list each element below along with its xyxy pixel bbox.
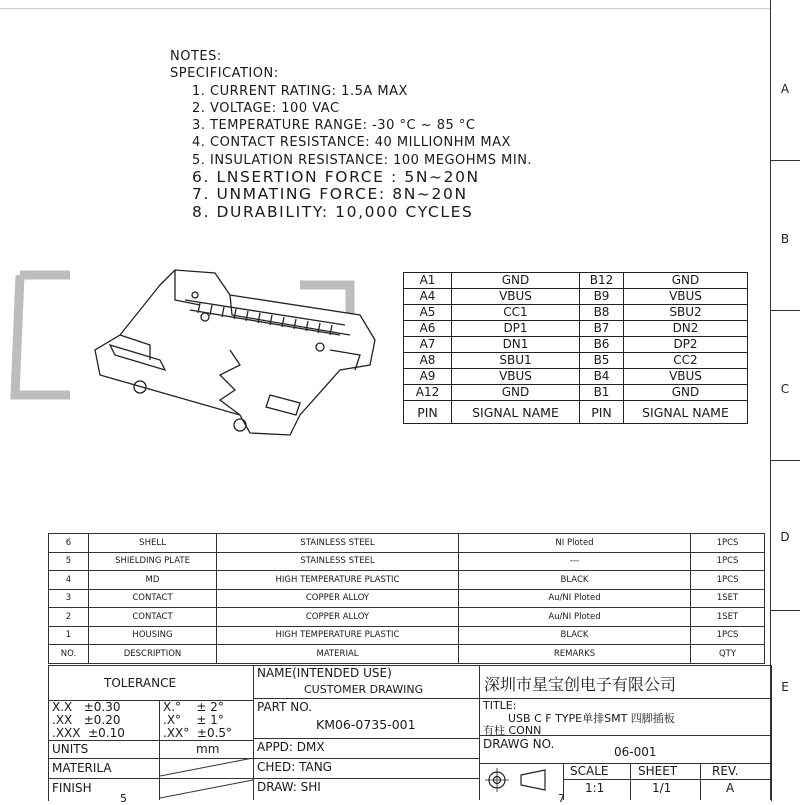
bom-description-cell: MD [89,571,217,590]
bill-of-materials-table [48,533,765,664]
tolerance-row: .XXX ±0.10 [52,726,125,740]
signal-cell: DP2 [624,337,748,353]
zone-letter-b: B [780,232,790,246]
projection-symbol-icon [483,767,557,795]
divider [253,698,479,699]
signal-cell: VBUS [624,289,748,305]
pin-assignment-table [403,272,748,424]
part-no-label: PART NO. [257,700,313,714]
table-row [404,337,748,353]
sheet-label: SHEET [638,764,678,778]
pin-cell: B7 [580,321,624,337]
note-item: 2. VOLTAGE: 100 VAC [192,100,340,116]
table-header-row [49,645,765,664]
drawn-by: DRAW: SHI [257,780,321,794]
tolerance-row: .XX ±0.20 [52,713,121,727]
bom-description-cell: CONTACT [89,589,217,608]
bom-remarks-cell: BLACK [459,571,691,590]
scale-value: 1:1 [585,781,605,795]
bom-remarks-cell: Au/NI Ploted [459,589,691,608]
divider [563,779,770,780]
name-value: CUSTOMER DRAWING [304,683,424,696]
top-border [0,8,770,9]
divider [253,758,479,759]
table-row [404,305,748,321]
note-item: 1. CURRENT RATING: 1.5A MAX [192,83,408,99]
zone-letter-d: D [780,530,790,544]
signal-cell: CC2 [624,353,748,369]
pin-cell: B6 [580,337,624,353]
signal-cell: SBU2 [624,305,748,321]
tolerance-row: X.X ±0.30 [52,700,121,714]
header-cell: SIGNAL NAME [624,401,748,424]
bom-no-cell: 6 [49,534,89,553]
drawing-number-label: DRAWG NO. [483,737,555,751]
note-item: 4. CONTACT RESISTANCE: 40 MILLIONHM MAX [192,135,511,151]
bom-qty-cell: 1SET [691,608,765,627]
pin-cell: B4 [580,369,624,385]
divider [479,698,770,699]
table-row [404,369,748,385]
revision-value: A [726,781,735,795]
note-item: 5. INSULATION RESISTANCE: 100 MEGOHMS MIN. [192,152,533,168]
table-row [404,353,748,369]
zone-divider [770,460,800,461]
signal-cell: GND [624,385,748,401]
revision-label: REV. [712,764,739,778]
units-value: mm [196,742,220,756]
signal-cell: DN2 [624,321,748,337]
bom-material-cell: HIGH TEMPERATURE PLASTIC [217,626,459,645]
bottom-zone-number: 7 [558,792,565,805]
table-row [49,589,765,608]
notes-block [170,48,532,221]
table-row [404,321,748,337]
pin-cell: A7 [404,337,452,353]
note-item: 6. LNSERTION FORCE : 5N~20N [192,168,480,187]
empty-cell-diagonals [160,758,253,800]
bom-material-cell: HIGH TEMPERATURE PLASTIC [217,571,459,590]
note-item: 7. UNMATING FORCE: 8N~20N [192,185,468,204]
bom-remarks-cell: --- [459,552,691,571]
zone-divider [770,160,800,161]
divider [253,738,479,739]
bom-qty-cell: 1PCS [691,626,765,645]
divider [253,665,254,800]
bom-material-cell: COPPER ALLOY [217,589,459,608]
company-name: 深圳市星宝创电子有限公司 [484,675,677,694]
material-label: MATERILA [52,761,112,775]
table-row [49,626,765,645]
divider [48,740,253,741]
pin-cell: A9 [404,369,452,385]
bom-qty-cell: 1PCS [691,571,765,590]
signal-cell: SBU1 [452,353,580,369]
note-item: 3. TEMPERATURE RANGE: -30 °C ~ 85 °C [192,118,476,134]
signal-cell: GND [624,273,748,289]
note-item: 8. DURABILITY: 10,000 CYCLES [192,202,474,221]
header-cell: PIN [580,401,624,424]
drawing-number-value: 06-001 [614,745,657,759]
pin-cell: A5 [404,305,452,321]
angle-tolerance-row: .XX° ±0.5° [163,726,233,740]
title-line-2: 有柱 CONN [483,724,542,737]
zone-letter-c: C [780,382,790,396]
signal-cell: VBUS [452,369,580,385]
divider [700,763,701,800]
header-cell: MATERIAL [217,645,459,664]
angle-tolerance-row: .X° ± 1° [163,713,224,727]
bom-description-cell: HOUSING [89,626,217,645]
signal-cell: VBUS [452,289,580,305]
title-label: TITLE: [483,699,517,712]
bom-no-cell: 3 [49,589,89,608]
header-cell: REMARKS [459,645,691,664]
signal-cell: CC1 [452,305,580,321]
connector-isometric-drawing [0,255,400,455]
pin-cell: A8 [404,353,452,369]
pin-cell: A1 [404,273,452,289]
scale-label: SCALE [570,764,609,778]
header-cell: SIGNAL NAME [452,401,580,424]
bom-no-cell: 5 [49,552,89,571]
bom-material-cell: STAINLESS STEEL [217,552,459,571]
name-label: NAME(INTENDED USE) [257,666,392,680]
divider [630,763,631,800]
header-cell: NO. [49,645,89,664]
table-row [49,552,765,571]
signal-cell: DN1 [452,337,580,353]
zone-letter-a: A [780,82,790,96]
bom-remarks-cell: BLACK [459,626,691,645]
pin-cell: B1 [580,385,624,401]
pin-cell: B8 [580,305,624,321]
table-row [49,608,765,627]
table-row [404,273,748,289]
bom-material-cell: COPPER ALLOY [217,608,459,627]
bom-remarks-cell: Au/NI Ploted [459,608,691,627]
tolerance-label: TOLERANCE [104,676,177,690]
bom-material-cell: STAINLESS STEEL [217,534,459,553]
zone-divider [770,610,800,611]
bom-no-cell: 2 [49,608,89,627]
header-cell: QTY [691,645,765,664]
pin-cell: A6 [404,321,452,337]
bom-description-cell: SHIELDING PLATE [89,552,217,571]
header-cell: DESCRIPTION [89,645,217,664]
sheet-value: 1/1 [652,781,672,795]
bom-no-cell: 4 [49,571,89,590]
table-header-row [404,401,748,424]
bom-remarks-cell: NI Ploted [459,534,691,553]
table-row [404,385,748,401]
signal-cell: GND [452,273,580,289]
title-line-1: USB C F TYPE单排SMT 四脚插板 [508,712,675,725]
pin-cell: B5 [580,353,624,369]
bom-qty-cell: 1SET [691,589,765,608]
units-label: UNITS [52,742,89,756]
bom-description-cell: CONTACT [89,608,217,627]
table-row [49,534,765,553]
bom-no-cell: 1 [49,626,89,645]
angle-tolerance-row: X.° ± 2° [163,700,224,714]
approved-by: APPD: DMX [257,740,325,754]
zone-letter-e: E [781,680,789,694]
finish-label: FINISH [52,781,92,795]
signal-cell: DP1 [452,321,580,337]
pin-cell: A4 [404,289,452,305]
notes-header: NOTES: [170,49,222,64]
signal-cell: GND [452,385,580,401]
header-cell: PIN [404,401,452,424]
table-row [404,289,748,305]
bom-qty-cell: 1PCS [691,534,765,553]
zone-divider [770,310,800,311]
divider [253,778,479,779]
bottom-zone-number: 5 [120,792,127,805]
pin-cell: A12 [404,385,452,401]
divider [479,665,480,800]
spec-header: SPECIFICATION: [170,66,279,82]
table-row [49,571,765,590]
checked-by: CHED: TANG [257,760,332,774]
part-no-value: KM06-0735-001 [316,717,416,732]
pin-cell: B9 [580,289,624,305]
signal-cell: VBUS [624,369,748,385]
bom-description-cell: SHELL [89,534,217,553]
bom-qty-cell: 1PCS [691,552,765,571]
pin-cell: B12 [580,273,624,289]
